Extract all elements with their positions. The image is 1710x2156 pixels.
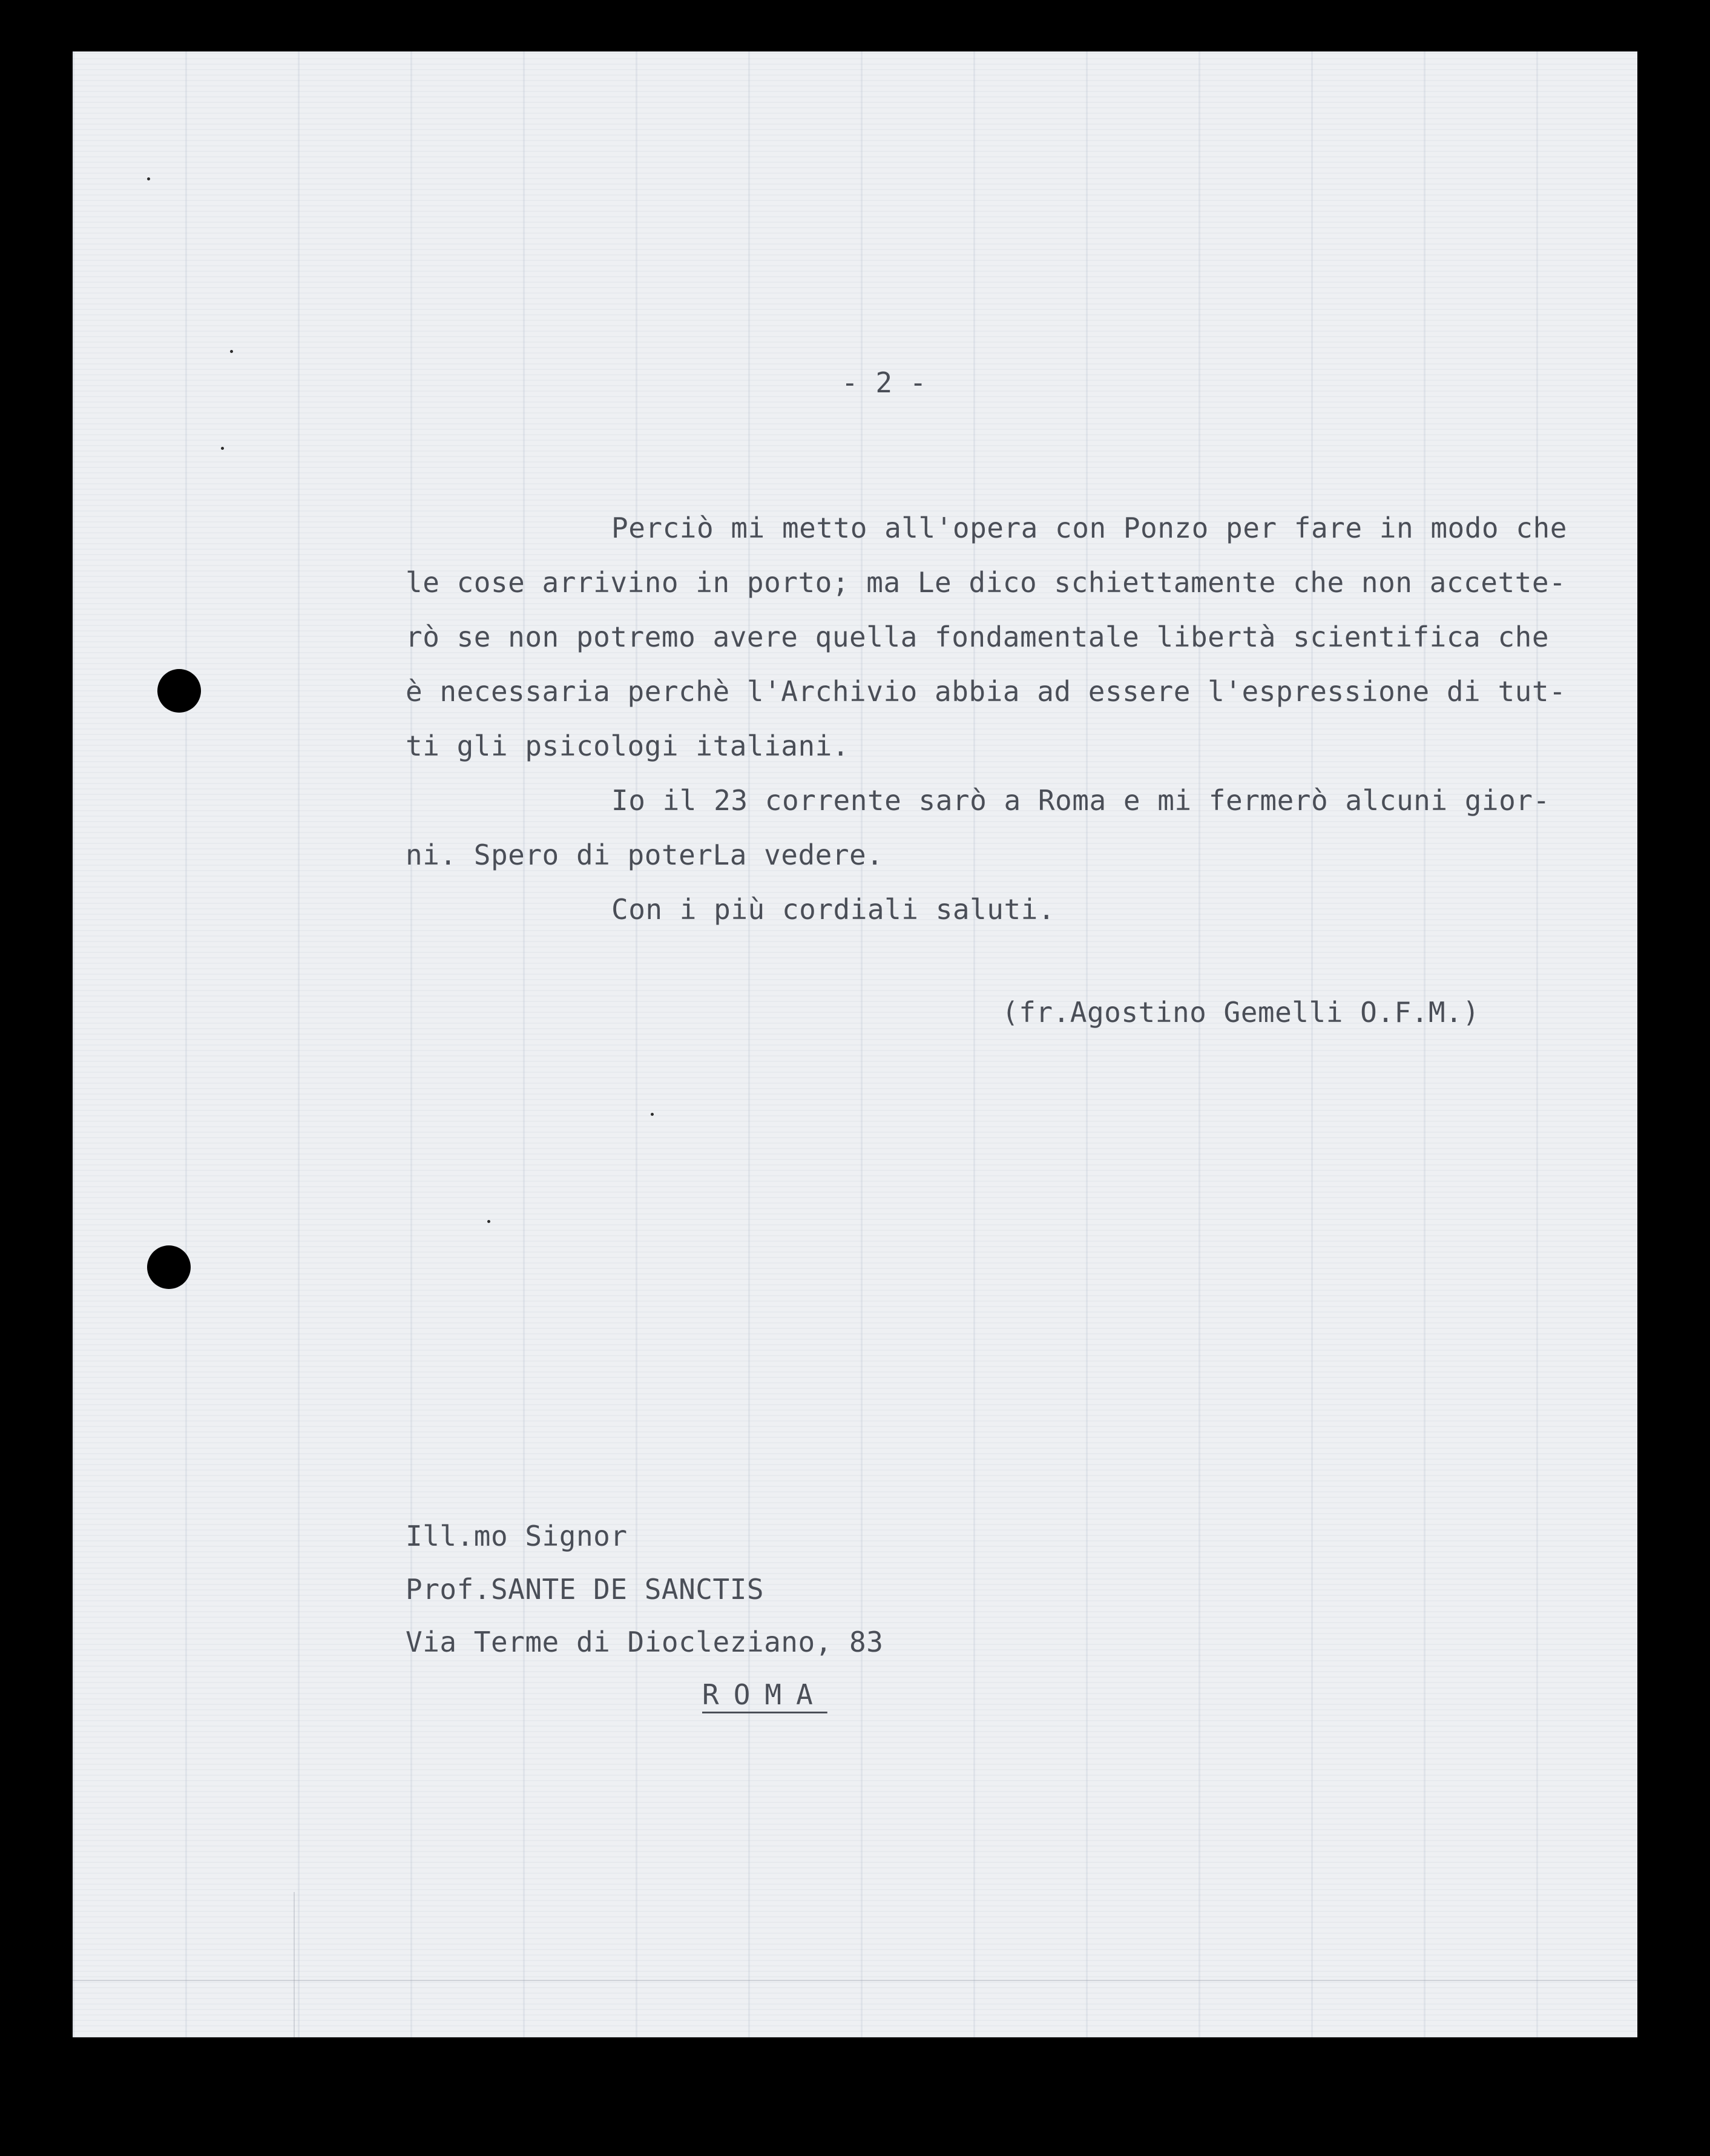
body-line-4: è necessaria perchè l'Archivio abbia ad essere l'espressione di tut-: [406, 675, 1567, 708]
fold-line: [73, 1980, 1637, 1981]
body-line-1: Perciò mi metto all'opera con Ponzo per fare in modo che: [611, 512, 1567, 544]
body-line-7: ni. Spero di poterLa vedere.: [406, 839, 884, 871]
body-line-3: rò se non potremo avere quella fondamentale libertà scientifica che: [406, 621, 1550, 653]
paper-crease: [294, 1892, 295, 2037]
paper-speck: [147, 177, 150, 180]
address-recipient: Prof.SANTE DE SANCTIS: [406, 1573, 765, 1606]
page-number: - 2 -: [841, 366, 927, 399]
address-salutation: Ill.mo Signor: [406, 1520, 628, 1552]
letter-page: [73, 51, 1637, 2037]
paper-speck: [221, 447, 224, 450]
punch-hole-top: [157, 669, 201, 713]
address-city: ROMA: [702, 1678, 827, 1711]
body-line-6: Io il 23 corrente sarò a Roma e mi fermerò alcuni gior-: [611, 784, 1550, 817]
paper-speck: [651, 1113, 654, 1116]
paper-speck: [487, 1220, 490, 1223]
closing-line: Con i più cordiali saluti.: [611, 893, 1056, 926]
body-line-5: ti gli psicologi italiani.: [406, 730, 850, 762]
signature: (fr.Agostino Gemelli O.F.M.): [1002, 996, 1480, 1029]
paper-speck: [230, 350, 233, 353]
address-street: Via Terme di Diocleziano, 83: [406, 1626, 884, 1658]
body-line-2: le cose arrivino in porto; ma Le dico schiettamente che non accette-: [406, 566, 1567, 599]
punch-hole-bottom: [147, 1245, 191, 1289]
